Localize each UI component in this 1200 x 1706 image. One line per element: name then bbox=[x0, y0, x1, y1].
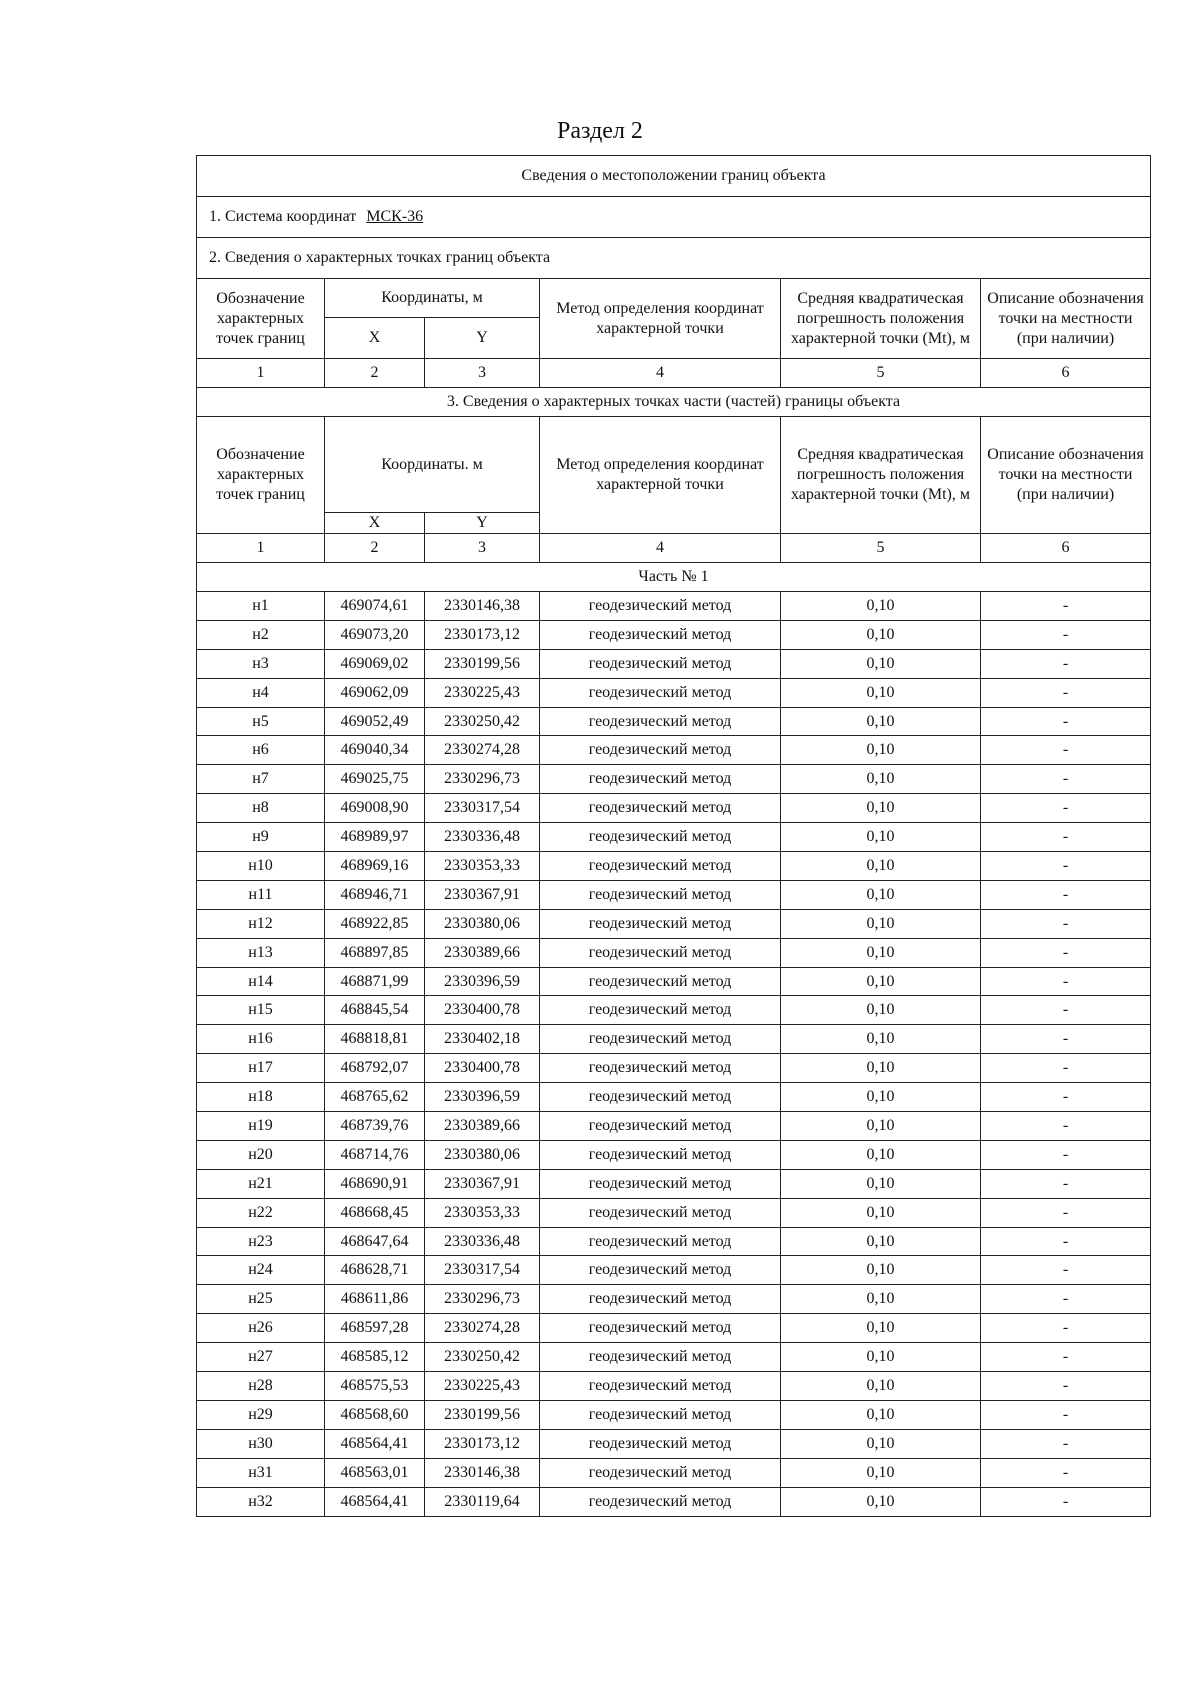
section-header: Сведения о местоположении границ объекта bbox=[197, 156, 1151, 197]
point-id-cell: н8 bbox=[197, 794, 325, 823]
method-cell: геодезический метод bbox=[540, 794, 781, 823]
header-desc: Описание обозначения точки на местности (при наличии) bbox=[981, 417, 1151, 534]
y-coord-cell: 2330119,64 bbox=[425, 1487, 540, 1516]
description-cell: - bbox=[981, 1169, 1151, 1198]
col-number: 1 bbox=[197, 359, 325, 388]
table-row bbox=[197, 1285, 1151, 1314]
description-cell: - bbox=[981, 880, 1151, 909]
description-cell: - bbox=[981, 938, 1151, 967]
y-coord-cell: 2330250,42 bbox=[425, 707, 540, 736]
method-cell: геодезический метод bbox=[540, 1400, 781, 1429]
x-coord-cell: 468946,71 bbox=[325, 880, 425, 909]
method-cell: геодезический метод bbox=[540, 1487, 781, 1516]
y-coord-cell: 2330199,56 bbox=[425, 1400, 540, 1429]
point-id-cell: н9 bbox=[197, 823, 325, 852]
x-coord-cell: 469052,49 bbox=[325, 707, 425, 736]
point-id-cell: н30 bbox=[197, 1429, 325, 1458]
table-row bbox=[197, 852, 1151, 881]
page-title: Раздел 2 bbox=[557, 118, 643, 144]
mt-cell: 0,10 bbox=[781, 1314, 981, 1343]
x-coord-cell: 468845,54 bbox=[325, 996, 425, 1025]
point-id-cell: н24 bbox=[197, 1256, 325, 1285]
mt-cell: 0,10 bbox=[781, 649, 981, 678]
x-coord-cell: 468739,76 bbox=[325, 1112, 425, 1141]
header-x: X bbox=[325, 318, 425, 359]
y-coord-cell: 2330389,66 bbox=[425, 938, 540, 967]
description-cell: - bbox=[981, 1487, 1151, 1516]
mt-cell: 0,10 bbox=[781, 736, 981, 765]
method-cell: геодезический метод bbox=[540, 1140, 781, 1169]
col-number: 4 bbox=[540, 534, 781, 563]
x-coord-cell: 468611,86 bbox=[325, 1285, 425, 1314]
method-cell: геодезический метод bbox=[540, 823, 781, 852]
mt-cell: 0,10 bbox=[781, 967, 981, 996]
point-id-cell: н5 bbox=[197, 707, 325, 736]
col-number: 6 bbox=[981, 534, 1151, 563]
method-cell: геодезический метод bbox=[540, 1314, 781, 1343]
point-id-cell: н32 bbox=[197, 1487, 325, 1516]
x-coord-cell: 468922,85 bbox=[325, 909, 425, 938]
x-coord-cell: 469040,34 bbox=[325, 736, 425, 765]
y-coord-cell: 2330173,12 bbox=[425, 1429, 540, 1458]
x-coord-cell: 468969,16 bbox=[325, 852, 425, 881]
method-cell: геодезический метод bbox=[540, 1083, 781, 1112]
table-row bbox=[197, 1140, 1151, 1169]
mt-cell: 0,10 bbox=[781, 909, 981, 938]
method-cell: геодезический метод bbox=[540, 880, 781, 909]
point-id-cell: н22 bbox=[197, 1198, 325, 1227]
point-id-cell: н2 bbox=[197, 620, 325, 649]
table-row bbox=[197, 1227, 1151, 1256]
table-row bbox=[197, 707, 1151, 736]
mt-cell: 0,10 bbox=[781, 765, 981, 794]
point-id-cell: н10 bbox=[197, 852, 325, 881]
y-coord-cell: 2330367,91 bbox=[425, 1169, 540, 1198]
x-coord-cell: 468585,12 bbox=[325, 1343, 425, 1372]
point-id-cell: н14 bbox=[197, 967, 325, 996]
method-cell: геодезический метод bbox=[540, 967, 781, 996]
description-cell: - bbox=[981, 1025, 1151, 1054]
point-id-cell: н7 bbox=[197, 765, 325, 794]
x-coord-cell: 468563,01 bbox=[325, 1458, 425, 1487]
table-row bbox=[197, 909, 1151, 938]
table-row bbox=[197, 1025, 1151, 1054]
mt-cell: 0,10 bbox=[781, 1285, 981, 1314]
x-coord-cell: 468564,41 bbox=[325, 1487, 425, 1516]
coord-system-row bbox=[197, 197, 1151, 238]
table-row bbox=[197, 1487, 1151, 1516]
method-cell: геодезический метод bbox=[540, 1429, 781, 1458]
mt-cell: 0,10 bbox=[781, 1025, 981, 1054]
x-coord-cell: 469073,20 bbox=[325, 620, 425, 649]
x-coord-cell: 468575,53 bbox=[325, 1372, 425, 1401]
mt-cell: 0,10 bbox=[781, 1400, 981, 1429]
y-coord-cell: 2330146,38 bbox=[425, 592, 540, 621]
x-coord-cell: 468989,97 bbox=[325, 823, 425, 852]
mt-cell: 0,10 bbox=[781, 996, 981, 1025]
mt-cell: 0,10 bbox=[781, 1343, 981, 1372]
point-id-cell: н25 bbox=[197, 1285, 325, 1314]
description-cell: - bbox=[981, 592, 1151, 621]
point-id-cell: н1 bbox=[197, 592, 325, 621]
x-coord-cell: 469074,61 bbox=[325, 592, 425, 621]
table-row bbox=[197, 967, 1151, 996]
header-y: Y bbox=[425, 513, 540, 534]
description-cell: - bbox=[981, 678, 1151, 707]
table-row bbox=[197, 1256, 1151, 1285]
method-cell: геодезический метод bbox=[540, 909, 781, 938]
method-cell: геодезический метод bbox=[540, 649, 781, 678]
coord-system-value: МСК-36 bbox=[366, 208, 424, 225]
x-coord-cell: 468818,81 bbox=[325, 1025, 425, 1054]
col-number: 4 bbox=[540, 359, 781, 388]
y-coord-cell: 2330274,28 bbox=[425, 736, 540, 765]
method-cell: геодезический метод bbox=[540, 1458, 781, 1487]
y-coord-cell: 2330400,78 bbox=[425, 1054, 540, 1083]
y-coord-cell: 2330336,48 bbox=[425, 823, 540, 852]
description-cell: - bbox=[981, 1343, 1151, 1372]
point-id-cell: н19 bbox=[197, 1112, 325, 1141]
x-coord-cell: 468564,41 bbox=[325, 1429, 425, 1458]
boundary-table bbox=[196, 155, 1151, 1517]
col-number: 6 bbox=[981, 359, 1151, 388]
point-id-cell: н17 bbox=[197, 1054, 325, 1083]
section3-title: 3. Сведения о характерных точках части (частей) границы объекта bbox=[197, 388, 1151, 417]
col-number: 2 bbox=[325, 359, 425, 388]
method-cell: геодезический метод bbox=[540, 938, 781, 967]
point-id-cell: н15 bbox=[197, 996, 325, 1025]
x-coord-cell: 468668,45 bbox=[325, 1198, 425, 1227]
method-cell: геодезический метод bbox=[540, 996, 781, 1025]
x-coord-cell: 469025,75 bbox=[325, 765, 425, 794]
x-coord-cell: 468568,60 bbox=[325, 1400, 425, 1429]
col-number: 3 bbox=[425, 359, 540, 388]
header-x: X bbox=[325, 513, 425, 534]
mt-cell: 0,10 bbox=[781, 678, 981, 707]
table-row bbox=[197, 1429, 1151, 1458]
mt-cell: 0,10 bbox=[781, 1487, 981, 1516]
point-id-cell: н20 bbox=[197, 1140, 325, 1169]
mt-cell: 0,10 bbox=[781, 620, 981, 649]
description-cell: - bbox=[981, 1140, 1151, 1169]
description-cell: - bbox=[981, 1429, 1151, 1458]
table-row bbox=[197, 1314, 1151, 1343]
description-cell: - bbox=[981, 1285, 1151, 1314]
col-number: 2 bbox=[325, 534, 425, 563]
table-row bbox=[197, 1372, 1151, 1401]
mt-cell: 0,10 bbox=[781, 1458, 981, 1487]
description-cell: - bbox=[981, 707, 1151, 736]
table-row bbox=[197, 1198, 1151, 1227]
table-row bbox=[197, 649, 1151, 678]
table-row bbox=[197, 823, 1151, 852]
method-cell: геодезический метод bbox=[540, 852, 781, 881]
section2-title: 2. Сведения о характерных точках границ объекта bbox=[197, 238, 1151, 279]
x-coord-cell: 468871,99 bbox=[325, 967, 425, 996]
x-coord-cell: 468897,85 bbox=[325, 938, 425, 967]
description-cell: - bbox=[981, 1054, 1151, 1083]
header-method: Метод определения координат характерной точки bbox=[540, 417, 781, 534]
method-cell: геодезический метод bbox=[540, 1372, 781, 1401]
y-coord-cell: 2330225,43 bbox=[425, 1372, 540, 1401]
table-row bbox=[197, 1083, 1151, 1112]
description-cell: - bbox=[981, 649, 1151, 678]
header-mt: Средняя квадратическая погрешность положения характерной точки (Mt), м bbox=[781, 279, 981, 359]
mt-cell: 0,10 bbox=[781, 1169, 981, 1198]
table-row bbox=[197, 880, 1151, 909]
y-coord-cell: 2330296,73 bbox=[425, 1285, 540, 1314]
description-cell: - bbox=[981, 1227, 1151, 1256]
description-cell: - bbox=[981, 1256, 1151, 1285]
point-id-cell: н6 bbox=[197, 736, 325, 765]
table-row bbox=[197, 678, 1151, 707]
header-method: Метод определения координат характерной точки bbox=[540, 279, 781, 359]
method-cell: геодезический метод bbox=[540, 1256, 781, 1285]
coord-system-label: 1. Система координат bbox=[209, 208, 357, 225]
x-coord-cell: 469069,02 bbox=[325, 649, 425, 678]
table-row bbox=[197, 765, 1151, 794]
description-cell: - bbox=[981, 620, 1151, 649]
y-coord-cell: 2330367,91 bbox=[425, 880, 540, 909]
mt-cell: 0,10 bbox=[781, 938, 981, 967]
description-cell: - bbox=[981, 1372, 1151, 1401]
y-coord-cell: 2330353,33 bbox=[425, 1198, 540, 1227]
point-id-cell: н29 bbox=[197, 1400, 325, 1429]
y-coord-cell: 2330173,12 bbox=[425, 620, 540, 649]
x-coord-cell: 468628,71 bbox=[325, 1256, 425, 1285]
point-id-cell: н12 bbox=[197, 909, 325, 938]
mt-cell: 0,10 bbox=[781, 1083, 981, 1112]
description-cell: - bbox=[981, 1198, 1151, 1227]
method-cell: геодезический метод bbox=[540, 707, 781, 736]
y-coord-cell: 2330336,48 bbox=[425, 1227, 540, 1256]
point-id-cell: н13 bbox=[197, 938, 325, 967]
description-cell: - bbox=[981, 736, 1151, 765]
description-cell: - bbox=[981, 823, 1151, 852]
description-cell: - bbox=[981, 1314, 1151, 1343]
description-cell: - bbox=[981, 794, 1151, 823]
col-number: 3 bbox=[425, 534, 540, 563]
part-label: Часть № 1 bbox=[197, 563, 1151, 592]
x-coord-cell: 468765,62 bbox=[325, 1083, 425, 1112]
point-id-cell: н4 bbox=[197, 678, 325, 707]
point-id-cell: н23 bbox=[197, 1227, 325, 1256]
method-cell: геодезический метод bbox=[540, 765, 781, 794]
point-id-cell: н21 bbox=[197, 1169, 325, 1198]
mt-cell: 0,10 bbox=[781, 852, 981, 881]
x-coord-cell: 468690,91 bbox=[325, 1169, 425, 1198]
y-coord-cell: 2330274,28 bbox=[425, 1314, 540, 1343]
description-cell: - bbox=[981, 1400, 1151, 1429]
description-cell: - bbox=[981, 1458, 1151, 1487]
col-number: 5 bbox=[781, 534, 981, 563]
table-row bbox=[197, 1112, 1151, 1141]
mt-cell: 0,10 bbox=[781, 1198, 981, 1227]
method-cell: геодезический метод bbox=[540, 678, 781, 707]
method-cell: геодезический метод bbox=[540, 736, 781, 765]
col-number: 1 bbox=[197, 534, 325, 563]
y-coord-cell: 2330400,78 bbox=[425, 996, 540, 1025]
table-row bbox=[197, 794, 1151, 823]
header-mt: Средняя квадратическая погрешность положения характерной точки (Mt), м bbox=[781, 417, 981, 534]
y-coord-cell: 2330389,66 bbox=[425, 1112, 540, 1141]
table-row bbox=[197, 938, 1151, 967]
header-coords: Координаты. м bbox=[325, 417, 540, 513]
y-coord-cell: 2330250,42 bbox=[425, 1343, 540, 1372]
point-id-cell: н28 bbox=[197, 1372, 325, 1401]
y-coord-cell: 2330402,18 bbox=[425, 1025, 540, 1054]
mt-cell: 0,10 bbox=[781, 1227, 981, 1256]
point-id-cell: н3 bbox=[197, 649, 325, 678]
method-cell: геодезический метод bbox=[540, 1112, 781, 1141]
y-coord-cell: 2330380,06 bbox=[425, 909, 540, 938]
table-row bbox=[197, 1343, 1151, 1372]
method-cell: геодезический метод bbox=[540, 620, 781, 649]
y-coord-cell: 2330199,56 bbox=[425, 649, 540, 678]
method-cell: геодезический метод bbox=[540, 1169, 781, 1198]
col-number: 5 bbox=[781, 359, 981, 388]
description-cell: - bbox=[981, 765, 1151, 794]
y-coord-cell: 2330296,73 bbox=[425, 765, 540, 794]
mt-cell: 0,10 bbox=[781, 880, 981, 909]
method-cell: геодезический метод bbox=[540, 1025, 781, 1054]
mt-cell: 0,10 bbox=[781, 1054, 981, 1083]
method-cell: геодезический метод bbox=[540, 1285, 781, 1314]
header-point: Обозначение характерных точек границ bbox=[197, 417, 325, 534]
description-cell: - bbox=[981, 1083, 1151, 1112]
method-cell: геодезический метод bbox=[540, 1227, 781, 1256]
y-coord-cell: 2330317,54 bbox=[425, 1256, 540, 1285]
table-row bbox=[197, 1400, 1151, 1429]
y-coord-cell: 2330225,43 bbox=[425, 678, 540, 707]
table-row bbox=[197, 996, 1151, 1025]
mt-cell: 0,10 bbox=[781, 794, 981, 823]
y-coord-cell: 2330396,59 bbox=[425, 1083, 540, 1112]
x-coord-cell: 469062,09 bbox=[325, 678, 425, 707]
table-row bbox=[197, 620, 1151, 649]
method-cell: геодезический метод bbox=[540, 1054, 781, 1083]
point-id-cell: н26 bbox=[197, 1314, 325, 1343]
table-row bbox=[197, 1054, 1151, 1083]
header-point: Обозначение характерных точек границ bbox=[197, 279, 325, 359]
mt-cell: 0,10 bbox=[781, 1372, 981, 1401]
mt-cell: 0,10 bbox=[781, 823, 981, 852]
y-coord-cell: 2330380,06 bbox=[425, 1140, 540, 1169]
point-id-cell: н16 bbox=[197, 1025, 325, 1054]
x-coord-cell: 469008,90 bbox=[325, 794, 425, 823]
description-cell: - bbox=[981, 967, 1151, 996]
table-row bbox=[197, 1458, 1151, 1487]
point-id-cell: н18 bbox=[197, 1083, 325, 1112]
mt-cell: 0,10 bbox=[781, 1256, 981, 1285]
method-cell: геодезический метод bbox=[540, 592, 781, 621]
mt-cell: 0,10 bbox=[781, 1112, 981, 1141]
point-id-cell: н31 bbox=[197, 1458, 325, 1487]
mt-cell: 0,10 bbox=[781, 707, 981, 736]
header-y: Y bbox=[425, 318, 540, 359]
method-cell: геодезический метод bbox=[540, 1198, 781, 1227]
header-desc: Описание обозначения точки на местности (при наличии) bbox=[981, 279, 1151, 359]
header-coords: Координаты, м bbox=[325, 279, 540, 318]
table-row bbox=[197, 592, 1151, 621]
point-id-cell: н27 bbox=[197, 1343, 325, 1372]
description-cell: - bbox=[981, 1112, 1151, 1141]
y-coord-cell: 2330317,54 bbox=[425, 794, 540, 823]
description-cell: - bbox=[981, 909, 1151, 938]
table-row bbox=[197, 736, 1151, 765]
method-cell: геодезический метод bbox=[540, 1343, 781, 1372]
y-coord-cell: 2330396,59 bbox=[425, 967, 540, 996]
point-id-cell: н11 bbox=[197, 880, 325, 909]
x-coord-cell: 468597,28 bbox=[325, 1314, 425, 1343]
description-cell: - bbox=[981, 852, 1151, 881]
y-coord-cell: 2330146,38 bbox=[425, 1458, 540, 1487]
mt-cell: 0,10 bbox=[781, 1429, 981, 1458]
mt-cell: 0,10 bbox=[781, 1140, 981, 1169]
mt-cell: 0,10 bbox=[781, 592, 981, 621]
description-cell: - bbox=[981, 996, 1151, 1025]
y-coord-cell: 2330353,33 bbox=[425, 852, 540, 881]
x-coord-cell: 468792,07 bbox=[325, 1054, 425, 1083]
x-coord-cell: 468714,76 bbox=[325, 1140, 425, 1169]
table-row bbox=[197, 1169, 1151, 1198]
x-coord-cell: 468647,64 bbox=[325, 1227, 425, 1256]
